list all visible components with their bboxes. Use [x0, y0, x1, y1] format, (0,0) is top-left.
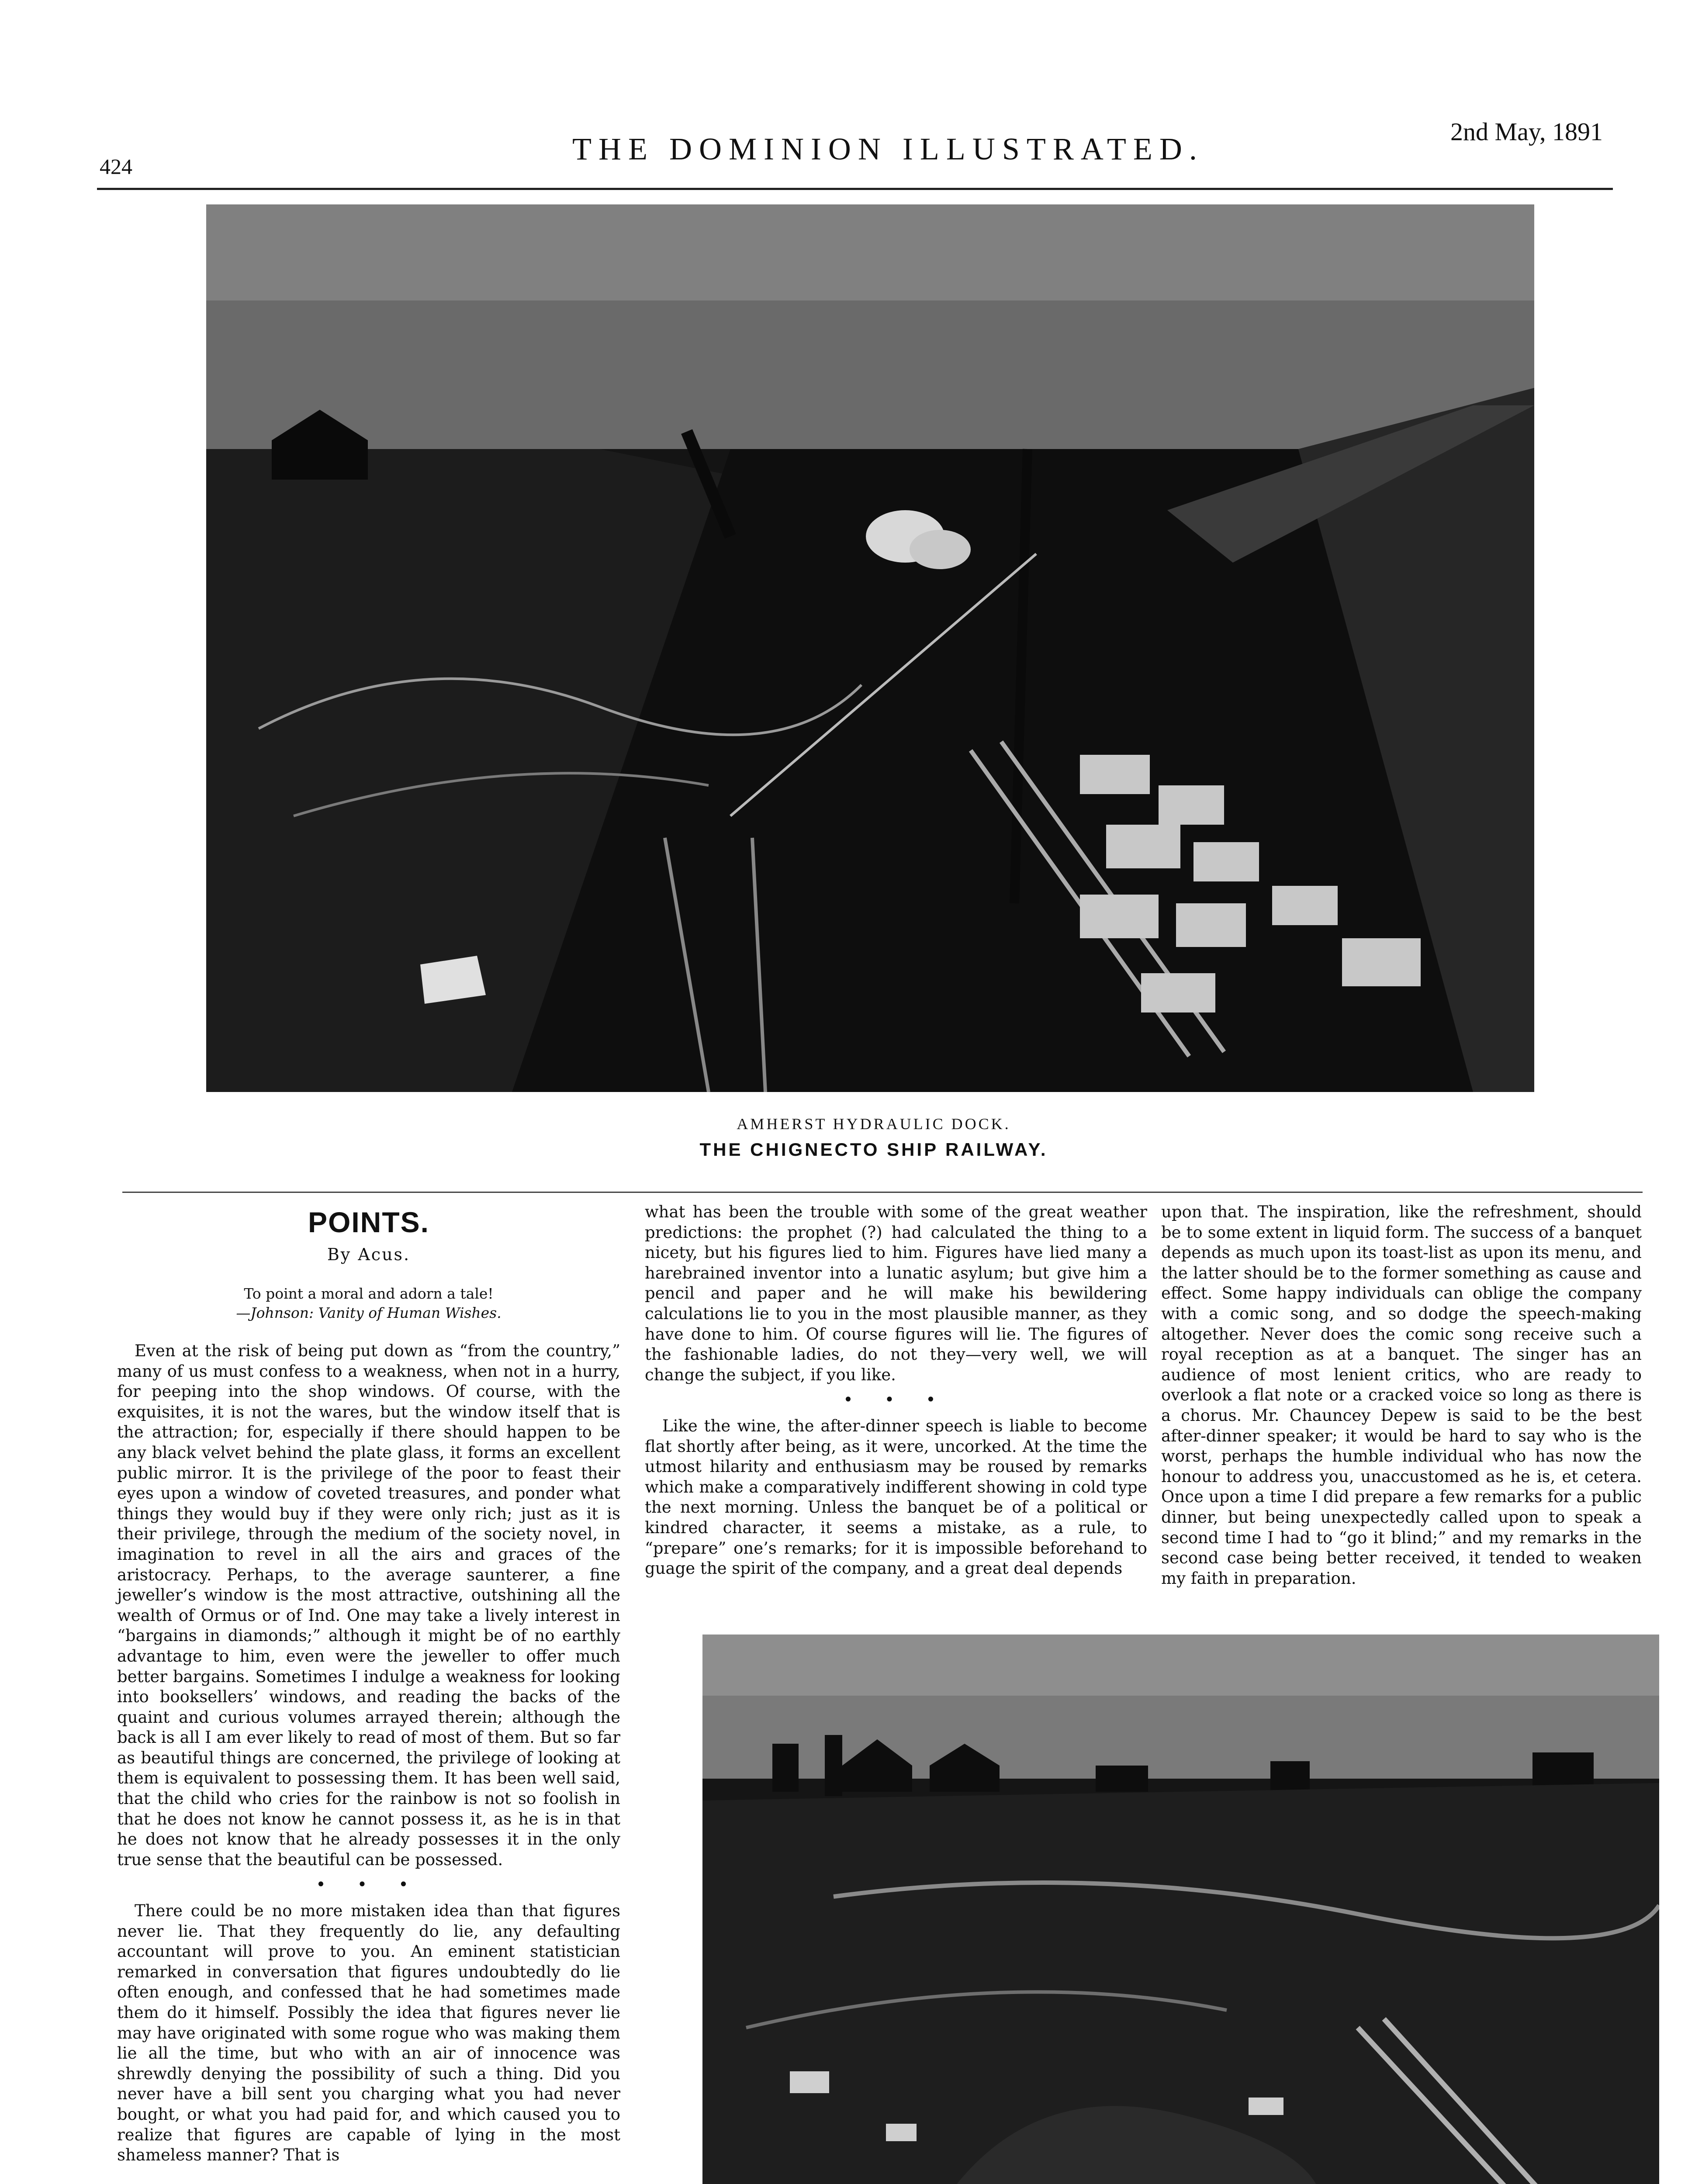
article-paragraph: what has been the trouble with some of the great weather predictions: the prophet (?) had calculated the thing to a nicety, but his figures lied to him. Figures have lied many a harebrained inventor into a lunatic asylum; but give him a pencil and paper and he will make his bewildering calculations lie to you in the most plausible manner, as they have done to him. Of course figures will lie. The figures of the fashionable ladies, do not they—very well, we will change the subject, if you like.	[645, 1203, 1147, 1384]
masthead: THE DOMINION ILLUSTRATED.	[572, 131, 1204, 166]
article-paragraph: There could be no more mistaken idea than that figures never lie. That they frequently do lie, any defaulting accountant will prove to you. An eminent statistician remarked in conversation that figures undoubtedly do lie often enough, and confessed that he had sometimes made them do it himself. Possibly the idea that figures never lie may have originated with some rogue who was making them lie all the time, but who with an air of innocence was shrewdly denying the possibility of such a thing. Did you never have a bill sent you charging what you had never bought, or what you had paid for, and which caused you to realize that figures are capable of lying in the most shameless manner? That is	[117, 1901, 620, 2165]
page-number: 424	[100, 154, 132, 179]
article-column-1	[117, 1341, 620, 2169]
article-paragraph: Even at the risk of being put down as “from the country,” many of us must confess to a weakness, when not in a hurry, for peeping into the shop windows. Of course, with the exquisites, it is not the wares, but the window itself that is the attraction; for, especially if there should happen to be any black velvet behind the plate glass, it forms an excellent public mirror. It is the privilege of the poor to feast their eyes upon a window of coveted treasures, and ponder what things they would buy if they were only rich; just as it is their privilege, through the medium of the society novel, in imagination to revel in all the airs and graces of the aristocracy. Perhaps, to the average saunterer, a fine jeweller’s window is the most attractive, outshining all the wealth of Ormus or of Ind. One may take a lively interest in “bargains in diamonds;” although it might be of no earthly advantage to him, even were the jeweller to offer much better bargains. Sometimes I indulge a weakness for looking into booksellers’ windows, and reading the backs of the quaint and curious volumes arrayed therein; although the back is all I am ever likely to read of most of them. But so far as beautiful things are concerned, the privilege of looking at them is equivalent to possessing them. It has been well said, that the child who cries for the rainbow is not so foolish in that he does not know he cannot possess it, as he is in that he does not know that he already possesses it in the only true sense that the beautiful can be possessed.	[117, 1341, 620, 1869]
epigraph: To point a moral and adorn a tale!	[244, 1285, 494, 1302]
header-rule	[97, 188, 1613, 190]
article-paragraph: upon that. The inspiration, like the refreshment, should be to some extent in liquid form. The success of a banquet depends as much upon its toast-list as upon its menu, and the latter should be to the former something as cause and effect. Some happy individuals can oblige the company with a comic song, and so dodge the speech-making altogether. Never does the comic song receive such a royal reception as at a banquet. The singer has an audience of most lenient critics, who are ready to overlook a flat note or a cracked voice so long as there is a chorus. Mr. Chauncey Depew is said to be the best after-dinner speaker; it would be hard to say who is the worst, perhaps the humble individual who has now the honour to address you, unaccustomed as he is, et cetera. Once upon a time I did prepare a few remarks for a public dinner, but being unexpectedly called upon to speak a second time I had to “go it blind;” and my remarks in the second case being better received, it tended to weaken my faith in preparation.	[1161, 1203, 1642, 1588]
article-column-2	[645, 1202, 1147, 1583]
fort-lawrence-excavation-photo	[702, 1635, 1659, 2184]
section-rule	[122, 1192, 1643, 1193]
article-column-3	[1161, 1202, 1642, 1592]
amherst-hydraulic-dock-photo	[206, 204, 1534, 1092]
section-separator: • • •	[843, 1390, 949, 1410]
article-paragraph: Like the wine, the after-dinner speech is liable to become flat shortly after being, as it were, uncorked. At the time the utmost hilarity and enthusiasm may be roused by remarks which make a comparatively indifferent showing in cold type the next morning. Unless the banquet be of a political or kindred character, it seems a mistake, as a rule, to “prepare” one’s remarks; for it is impossible beforehand to guage the spirit of the company, and a great deal depends	[645, 1416, 1147, 1578]
epigraph-source: —Johnson: Vanity of Human Wishes.	[236, 1304, 502, 1321]
article-title: POINTS.	[308, 1206, 430, 1238]
top-photo-title: THE CHIGNECTO SHIP RAILWAY.	[699, 1139, 1048, 1160]
section-separator: • • •	[316, 1875, 422, 1894]
issue-date: 2nd May, 1891	[1450, 117, 1603, 146]
article-byline: By Acus.	[327, 1245, 411, 1264]
top-photo-caption: AMHERST HYDRAULIC DOCK.	[737, 1115, 1011, 1133]
